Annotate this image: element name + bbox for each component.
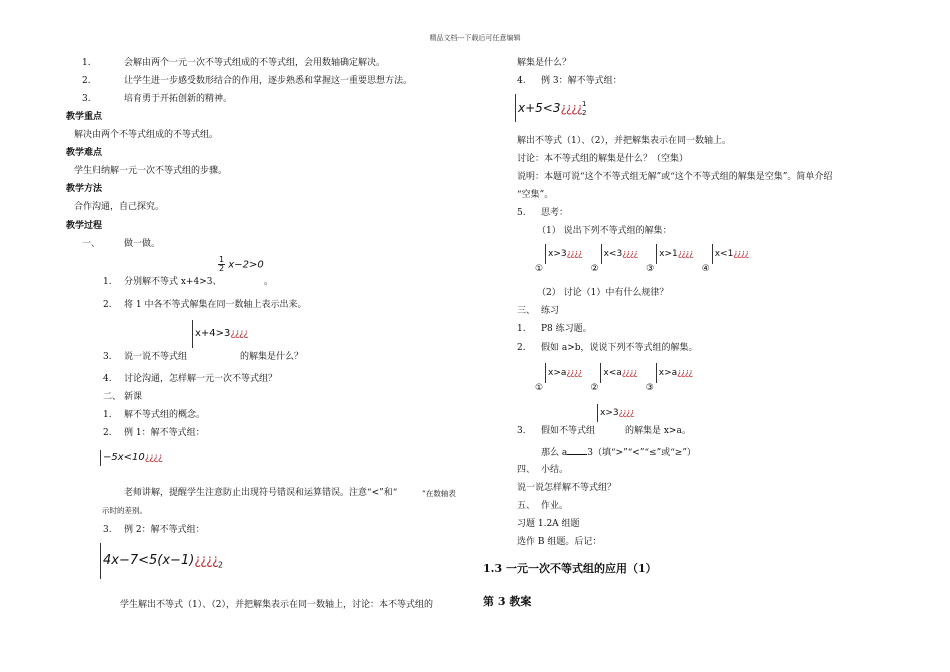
system-expression: 4x−7<5(x−1) <box>103 553 195 568</box>
objective-number: 2. <box>82 76 91 86</box>
item-number: 5. <box>517 208 526 218</box>
teacher-note: 老师讲解，提醒学生注意防止出现符号错误和运算错误。注意“<”和“ <box>124 488 398 498</box>
chapter-heading: 1.3 一元一次不等式组的应用（1） <box>483 562 657 575</box>
teacher-note: ”在数轴表 <box>422 489 456 498</box>
summary-text: 说一说怎样解不等式组？ <box>517 483 617 493</box>
system-expression: x>a <box>658 368 678 378</box>
objective-text: 让学生进一步感受数形结合的作用，逐步熟悉和掌握这一重要思想方法。 <box>124 76 413 86</box>
system-garbled: ¿¿¿¿ <box>560 101 582 115</box>
systems-group-2 <box>535 363 692 394</box>
lesson-heading: 第 3 教案 <box>483 595 532 608</box>
item-text: 解不等式组的概念。 <box>124 410 206 420</box>
item-text: 的解集是 x>a。 <box>625 426 691 436</box>
system-item <box>591 244 638 275</box>
objective-text: 培育勇于开拓创新的精神。 <box>124 94 233 104</box>
item-text: 假如 a>b，说说下列不等式组的解集。 <box>541 343 698 353</box>
item-text: 将 1 中各不等式解集在同一数轴上表示出来。 <box>124 300 307 310</box>
fraction-denominator: 2 <box>219 264 225 273</box>
system-item <box>702 244 749 275</box>
student-text: 学生解出不等式（1）、（2），并把解集表示在同一数轴上，讨论：本不等式组的 <box>120 600 433 610</box>
item-number: 3. <box>517 426 526 436</box>
system-item <box>646 244 693 275</box>
method-text: 合作沟通，自己探究。 <box>74 202 165 212</box>
systems-group-1 <box>535 244 748 275</box>
system-item <box>535 363 582 394</box>
fill-blank-prefix: 那么 a <box>541 448 568 458</box>
homework-text: 选作 B 组题。后记： <box>517 537 602 547</box>
item-number: 3. <box>103 352 112 362</box>
fraction-expression: x−2>0 <box>228 259 264 271</box>
system-item <box>646 363 693 394</box>
inequality-system <box>192 320 248 350</box>
section-number: 四、 <box>517 465 536 475</box>
section-number: 一、 <box>82 239 101 249</box>
item-text: P8 练习题。 <box>541 324 592 334</box>
page-header: 精品文档---下载后可任意编辑 <box>429 34 521 42</box>
difficulties-text: 学生归纳解一元一次不等式组的步骤。 <box>74 166 228 176</box>
discuss-text: 讨论：本不等式组的解集是什么？（空集） <box>517 154 689 164</box>
section-heading: 做一做。 <box>124 239 161 249</box>
teacher-note: 示时的差别。 <box>102 506 147 515</box>
system-expression: x>3 <box>548 249 567 259</box>
objective-number: 3. <box>82 94 91 104</box>
system-garbled: ¿¿¿¿ <box>733 249 749 259</box>
item-text: 例 1：解不等式组： <box>124 428 205 438</box>
fraction-inequality <box>218 256 264 273</box>
system-garbled: ¿¿¿¿ <box>566 368 582 378</box>
equation-label: 2 <box>217 560 223 570</box>
explain-text: 说明：本题可说“这个不等式组无解”或“这个不等式组的解集是空集”。简单介绍 <box>517 172 833 182</box>
system-expression: x<a <box>603 368 622 378</box>
circled-marker: ② <box>590 264 599 274</box>
inequality-system <box>100 450 162 466</box>
system-garbled: ¿¿¿¿ <box>677 249 693 259</box>
section-number: 三、 <box>517 306 536 316</box>
item-end: 。 <box>264 277 274 287</box>
think-question: （1） 说出下列不等式组的解集： <box>537 226 672 236</box>
item-text: 说一说不等式组 <box>124 352 188 362</box>
solve-text: 解出不等式（1）、（2），并把解集表示在同一数轴上。 <box>517 136 731 146</box>
item-number: 1. <box>103 277 112 287</box>
section-heading: 小结。 <box>541 465 569 475</box>
section-title-method: 教学方法 <box>66 184 103 194</box>
system-garbled: ¿¿¿¿ <box>622 249 638 259</box>
system-expression: x>1 <box>659 249 678 259</box>
system-expression: x+4>3 <box>195 328 231 339</box>
circled-marker: ① <box>535 264 544 274</box>
system-garbled: ¿¿¿¿ <box>230 328 248 339</box>
continued-text: 解集是什么？ <box>517 58 572 68</box>
inequality-system <box>597 404 634 422</box>
blank-underline[interactable] <box>567 446 587 455</box>
system-garbled: ¿¿¿¿ <box>621 368 637 378</box>
system-expression: x<1 <box>714 249 734 259</box>
system-expression: x+5<3 <box>518 101 561 115</box>
system-item <box>535 244 582 275</box>
think-question: （2） 讨论（1）中有什么规律？ <box>537 288 669 298</box>
item-text: 例 2：解不等式组： <box>124 525 205 535</box>
item-number: 2. <box>103 300 112 310</box>
section-number: 二、 <box>103 392 122 402</box>
system-expression: x<3 <box>603 249 623 259</box>
item-text: 假如不等式组 <box>541 426 596 436</box>
system-garbled: ¿¿¿¿ <box>677 368 693 378</box>
item-text: 思考： <box>541 208 569 218</box>
fill-blank-line <box>541 446 696 459</box>
section-heading: 练习 <box>541 306 560 316</box>
fraction-numerator: 1 <box>219 255 225 264</box>
section-heading: 新课 <box>124 392 143 402</box>
key-points-text: 解决由两个不等式组成的不等式组。 <box>74 130 219 140</box>
objective-text: 会解由两个一元一次不等式组成的不等式组，会用数轴确定解决。 <box>124 58 386 68</box>
system-expression: x>3 <box>600 408 619 418</box>
section-number: 五、 <box>517 501 536 511</box>
system-item <box>590 363 637 394</box>
circled-marker: ① <box>535 383 544 393</box>
item-text: 讨论沟通，怎样解一元一次不等式组？ <box>124 374 278 384</box>
section-heading: 作业。 <box>541 501 569 511</box>
equation-label: 1 <box>581 99 587 108</box>
section-title-process: 教学过程 <box>66 221 103 231</box>
item-number: 2. <box>103 428 112 438</box>
item-number: 4. <box>517 76 526 86</box>
system-expression: x>a <box>548 368 567 378</box>
system-garbled: ¿¿¿¿ <box>144 452 162 463</box>
item-text: 分别解不等式 x+4>3、 <box>124 277 222 287</box>
explain-text: “空集”。 <box>517 190 554 200</box>
circled-marker: ④ <box>701 264 710 274</box>
item-number: 1. <box>103 410 112 420</box>
section-title-key-points: 教学重点 <box>66 112 103 122</box>
system-expression: −5x<10 <box>103 452 145 463</box>
system-garbled: ¿¿¿¿ <box>566 249 582 259</box>
item-number: 1. <box>517 324 526 334</box>
item-text: 的解集是什么？ <box>240 352 304 362</box>
circled-marker: ② <box>590 383 599 393</box>
section-title-difficulties: 教学难点 <box>66 148 103 158</box>
equation-label: 2 <box>581 108 587 117</box>
fill-blank-suffix: 3（填“>”“<”“≤”或“≥”） <box>587 448 696 458</box>
homework-text: 习题 1.2A 组题 <box>517 519 580 529</box>
inequality-system <box>100 543 223 583</box>
circled-marker: ③ <box>645 383 654 393</box>
system-garbled: ¿¿¿¿ <box>618 408 634 418</box>
inequality-system <box>515 94 586 124</box>
item-number: 2. <box>517 343 526 353</box>
system-garbled: ¿¿¿¿ <box>194 553 218 568</box>
item-text: 例 3：解不等式组： <box>541 76 622 86</box>
objective-number: 1. <box>82 58 91 68</box>
item-number: 3. <box>103 525 112 535</box>
fraction <box>218 256 225 273</box>
item-number: 4. <box>103 374 112 384</box>
circled-marker: ③ <box>646 264 655 274</box>
